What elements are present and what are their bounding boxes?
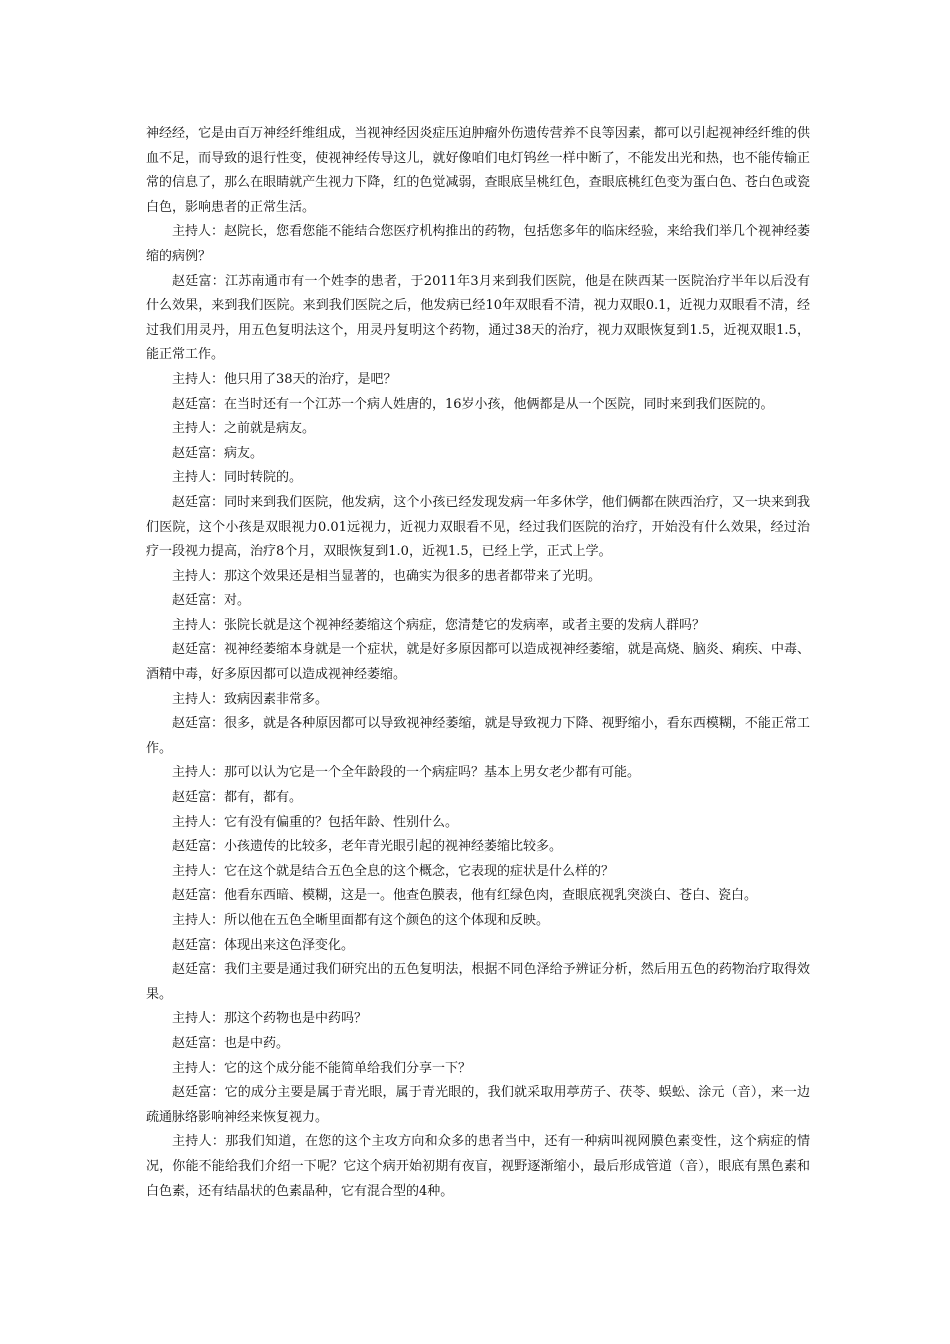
dialogue-paragraph	[146, 884, 810, 909]
paragraph-text: 那可以认为它是一个全年龄段的一个病症吗？基本上男女老少都有可能。	[224, 765, 641, 781]
dialogue-paragraph	[146, 393, 810, 418]
speaker-label: 赵廷富：	[172, 396, 225, 412]
speaker-label: 赵廷富：	[172, 937, 225, 953]
paragraph-text: 体现出来这色泽变化。	[224, 937, 355, 953]
speaker-label: 主持人：	[172, 617, 225, 633]
dialogue-paragraph	[146, 368, 810, 393]
speaker-label: 主持人：	[172, 1011, 225, 1027]
dialogue-paragraph	[146, 761, 810, 786]
speaker-label: 主持人：	[172, 1134, 226, 1150]
dialogue-paragraph	[146, 220, 810, 269]
dialogue-paragraph	[146, 466, 810, 491]
speaker-label: 赵廷富：	[172, 1085, 225, 1101]
paragraph-text: 它有没有偏重的？包括年龄、性别什么。	[224, 814, 459, 830]
speaker-label: 主持人：	[172, 691, 225, 707]
paragraph-text: 那我们知道，在您的这个主攻方向和众多的患者当中，还有一种病叫视网膜色素变性，这个病症的情况，你能不能给我们介绍一下呢？它这个病开始初期有夜盲，视野逐渐缩小，最后形成管道（音），眼底有黑色素和白色素，还有结晶状的色素晶种，它有混合型的4种。	[146, 1134, 810, 1199]
paragraph-text: 赵院长，您看您能不能结合您医疗机构推出的药物，包括您多年的临床经验，来给我们举几个视神经萎缩的病例？	[146, 224, 810, 264]
paragraph-text: 对。	[224, 593, 251, 609]
paragraph-text: 张院长就是这个视神经萎缩这个病症，您清楚它的发病率，或者主要的发病人群吗？	[224, 617, 706, 633]
dialogue-paragraph	[146, 1081, 810, 1130]
speaker-label: 主持人：	[172, 765, 225, 781]
dialogue-paragraph	[146, 786, 810, 811]
dialogue-paragraph	[146, 270, 810, 368]
paragraph-text: 神经经，它是由百万神经纤维组成，当视神经因炎症压迫肿瘤外伤遗传营养不良等因素，都可以引起视神经纤维的供血不足，而导致的退行性变，使视神经传导这儿，就好像咱们电灯钨丝一样中断了，不能发出光和热，也不能传输正常的信息了，那么在眼睛就产生视力下降，红的色觉减弱，查眼底呈桃红色，查眼底桃红色变为蛋白色、苍白色或瓷白色，影响患者的正常生活。	[146, 126, 810, 215]
speaker-label: 赵廷富：	[172, 716, 225, 732]
dialogue-paragraph	[146, 565, 810, 590]
paragraph-text: 同时来到我们医院，他发病，这个小孩已经发现发病一年多休学，他们俩都在陕西治疗，又一块来到我们医院，这个小孩是双眼视力0.01远视力，近视力双眼看不见，经过我们医院的治疗，开始没有什么效果，经过治疗一段视力提高，治疗8个月，双眼恢复到1.0，近视1.5，已经上学，正式上学。	[146, 494, 810, 560]
speaker-label: 主持人：	[172, 913, 225, 928]
dialogue-paragraph	[146, 638, 810, 687]
dialogue-paragraph	[146, 589, 810, 614]
paragraph-text: 很多，就是各种原因都可以导致视神经萎缩，就是导致视力下降、视野缩小，看东西模糊，不能正常工作。	[146, 716, 810, 756]
speaker-label: 主持人：	[172, 863, 225, 879]
paragraph-text: 致病因素非常多。	[224, 691, 329, 707]
dialogue-paragraph	[146, 491, 810, 565]
dialogue-paragraph	[146, 1007, 810, 1032]
speaker-label: 主持人：	[172, 814, 225, 830]
speaker-label: 主持人：	[172, 568, 225, 584]
document-body	[146, 122, 810, 1204]
speaker-label: 赵廷富：	[172, 494, 225, 510]
dialogue-paragraph	[146, 614, 810, 639]
speaker-label: 赵廷富：	[172, 962, 225, 978]
paragraph-text: 那这个药物也是中药吗？	[224, 1011, 368, 1027]
dialogue-paragraph	[146, 860, 810, 885]
paragraph-text: 那这个效果还是相当显著的，也确实为很多的患者都带来了光明。	[224, 568, 602, 584]
dialogue-paragraph	[146, 1032, 810, 1057]
dialogue-paragraph	[146, 442, 810, 467]
speaker-label: 主持人：	[172, 1060, 225, 1076]
paragraph-text: 小孩遗传的比较多，老年青光眼引起的视神经萎缩比较多。	[224, 839, 563, 855]
dialogue-paragraph	[146, 1130, 810, 1204]
speaker-label: 赵廷富：	[172, 273, 226, 289]
dialogue-paragraph	[146, 811, 810, 836]
paragraph-text: 他只用了38天的治疗，是吧？	[224, 371, 397, 387]
speaker-label: 赵廷富：	[172, 1035, 225, 1051]
dialogue-paragraph	[146, 712, 810, 761]
dialogue-paragraph	[146, 934, 810, 959]
paragraph-text: 视神经萎缩本身就是一个症状，就是好多原因都可以造成视神经萎缩，就是高烧、脑炎、痢疾、中毒、酒精中毒，好多原因都可以造成视神经萎缩。	[146, 642, 810, 683]
paragraph-text: 它的这个成分能不能简单给我们分享一下？	[224, 1060, 472, 1076]
paragraph-text: 所以他在五色全晰里面都有这个颜色的这个体现和反映。	[224, 913, 550, 928]
paragraph-text: 都有，都有。	[224, 790, 303, 806]
paragraph-text: 病友。	[224, 445, 264, 461]
speaker-label: 赵廷富：	[172, 790, 225, 806]
paragraph-text: 他看东西暗、模糊，这是一。他查色膜表，他有红绿色肉，查眼底视乳突淡白、苍白、瓷白。	[224, 888, 758, 904]
dialogue-paragraph	[146, 417, 810, 442]
paragraph-text: 我们主要是通过我们研究出的五色复明法，根据不同色泽给予辨证分析，然后用五色的药物治疗取得效果。	[146, 962, 810, 1002]
dialogue-paragraph	[146, 835, 810, 860]
paragraph-text: 在当时还有一个江苏一个病人姓唐的，16岁小孩，他俩都是从一个医院，同时来到我们医院的。	[224, 396, 774, 412]
speaker-label: 赵廷富：	[172, 839, 225, 855]
paragraph-text: 之前就是病友。	[224, 421, 316, 437]
dialogue-paragraph	[146, 909, 810, 934]
speaker-label: 赵廷富：	[172, 593, 225, 609]
speaker-label: 主持人：	[172, 371, 225, 387]
dialogue-paragraph	[146, 958, 810, 1007]
dialogue-paragraph	[146, 1057, 810, 1082]
speaker-label: 赵廷富：	[172, 445, 225, 461]
paragraph-text: 同时转院的。	[224, 470, 303, 486]
paragraph-text: 它的成分主要是属于青光眼，属于青光眼的，我们就采取用葶苈子、茯苓、蜈蚣、涂元（音），来一边疏通脉络影响神经来恢复视力。	[146, 1085, 810, 1125]
paragraph-text: 江苏南通市有一个姓李的患者，于2011年3月来到我们医院，他是在陕西某一医院治疗半年以后没有什么效果，来到我们医院。来到我们医院之后，他发病已经10年双眼看不清，视力双眼0.1，近视力双眼看不清，经过我们用灵丹，用五色复明法这个，用灵丹复明这个药物，通过38天的治疗，视力双眼恢复到1.5，近视双眼1.5，能正常工作。	[146, 273, 810, 363]
speaker-label: 主持人：	[172, 224, 225, 240]
paragraph-text: 它在这个就是结合五色全息的这个概念，它表现的症状是什么样的？	[224, 863, 615, 879]
speaker-label: 主持人：	[172, 421, 225, 437]
speaker-label: 主持人：	[172, 470, 225, 486]
speaker-label: 赵廷富：	[172, 888, 225, 904]
dialogue-paragraph	[146, 688, 810, 713]
continuation-paragraph	[146, 122, 810, 220]
paragraph-text: 也是中药。	[224, 1035, 290, 1051]
speaker-label: 赵廷富：	[172, 642, 225, 658]
